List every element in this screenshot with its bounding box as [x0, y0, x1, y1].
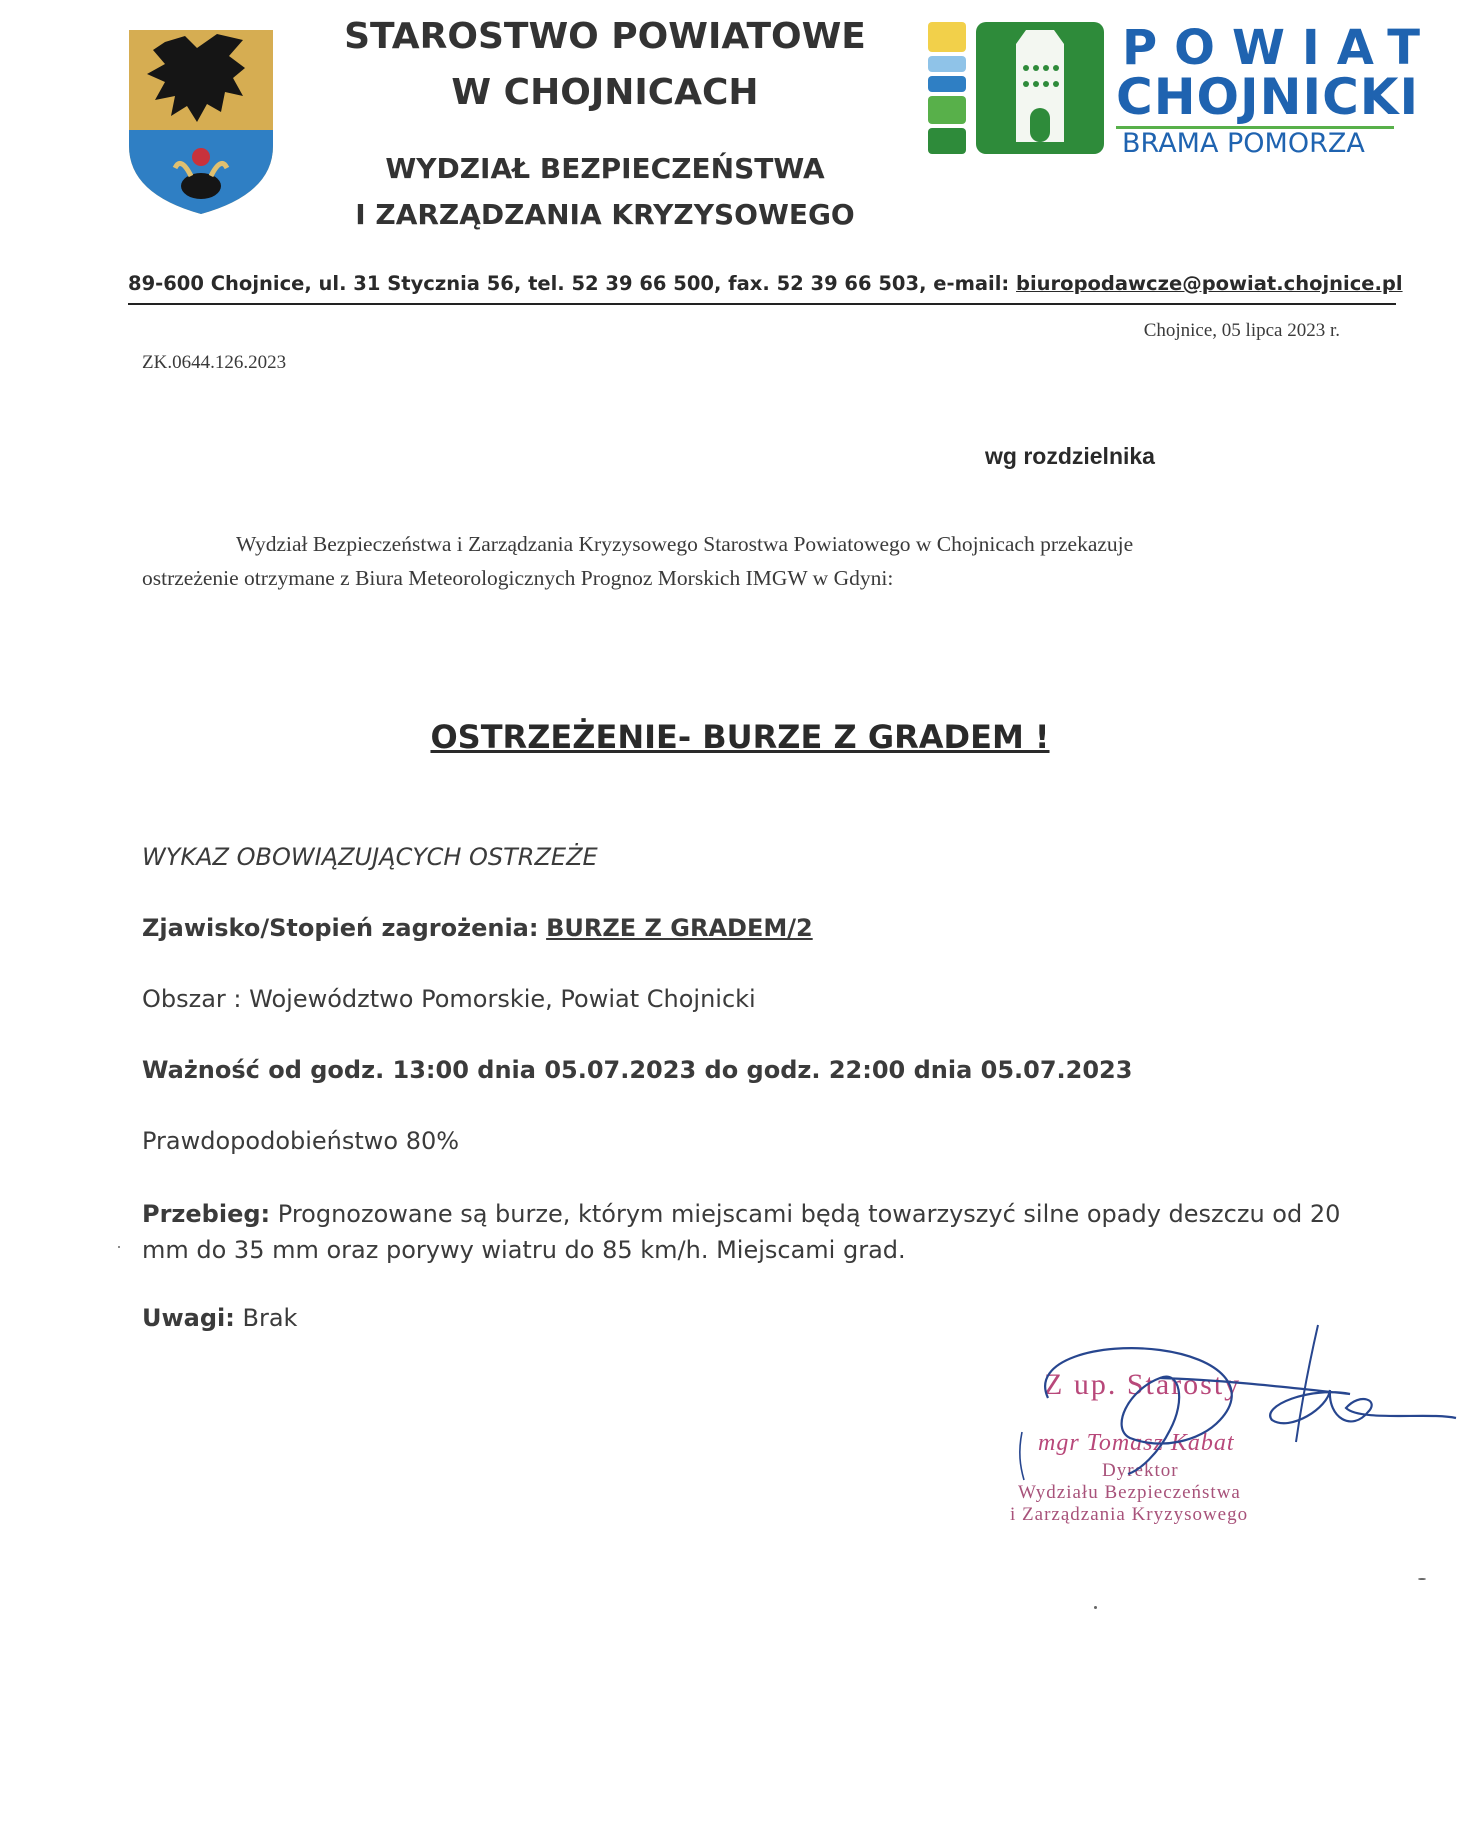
phenomenon-row	[142, 914, 813, 942]
recipient: wg rozdzielnika	[985, 443, 1155, 469]
course-label: Przebieg:	[142, 1200, 271, 1228]
department-name-line1: WYDZIAŁ BEZPIECZEŃSTWA	[385, 152, 825, 185]
stamp-line2: mgr Tomasz Kabat	[1038, 1430, 1235, 1456]
course-line1-row	[142, 1200, 1340, 1228]
address-text: 89-600 Chojnice, ul. 31 Stycznia 56, tel. 52 39 66 500, fax. 52 39 66 503, e-mail:	[128, 272, 1010, 295]
validity: Ważność od godz. 13:00 dnia 05.07.2023 do godz. 22:00 dnia 05.07.2023	[142, 1056, 1133, 1084]
gate-tower-icon	[926, 18, 1106, 158]
logo-powiat-text: POWIAT	[1122, 20, 1437, 76]
stamp-line1: Z up. Starosty	[1044, 1368, 1242, 1401]
intro-line2: ostrzeżenie otrzymane z Biura Meteorologicznych Prognoz Morskich IMGW w Gdyni:	[142, 566, 894, 590]
phenomenon-value: BURZE Z GRADEM/2	[546, 914, 813, 942]
logo-tagline: BRAMA POMORZA	[1122, 128, 1365, 159]
scan-speck	[1418, 1578, 1426, 1580]
stamp-line3: Dyrektor	[1102, 1460, 1179, 1481]
warning-heading: OSTRZEŻENIE- BURZE Z GRADEM !	[430, 718, 1050, 756]
reference-number: ZK.0644.126.2023	[142, 352, 287, 373]
office-name-line2: W CHOJNICACH	[451, 72, 759, 113]
place-date: Chojnice, 05 lipca 2023 r.	[1143, 320, 1340, 341]
probability: Prawdopodobieństwo 80%	[142, 1127, 460, 1155]
scan-speck	[118, 1246, 120, 1248]
course-line2: mm do 35 mm oraz porywy wiatru do 85 km/h. Miejscami grad.	[142, 1236, 906, 1264]
contact-address	[128, 272, 1403, 295]
area: Obszar : Województwo Pomorskie, Powiat Chojnicki	[142, 985, 756, 1013]
scan-speck	[1094, 1606, 1097, 1609]
powiat-logo	[926, 18, 1437, 159]
header-divider	[128, 303, 1396, 305]
phenomenon-label: Zjawisko/Stopień zagrożenia:	[142, 914, 539, 942]
office-name-line1: STAROSTWO POWIATOWE	[344, 16, 866, 57]
department-name-line2: I ZARZĄDZANIA KRYZYSOWEGO	[355, 198, 855, 231]
email-link[interactable]: biuropodawcze@powiat.chojnice.pl	[1016, 272, 1403, 295]
logo-chojnicki-text: CHOJNICKI	[1116, 68, 1420, 126]
course-line1: Prognozowane są burze, którym miejscami będą towarzyszyć silne opady deszczu od 20	[277, 1200, 1341, 1228]
remarks-row	[142, 1304, 297, 1332]
remarks-label: Uwagi:	[142, 1304, 235, 1332]
intro-line1: Wydział Bezpieczeństwa i Zarządzania Kryzysowego Starostwa Powiatowego w Chojnicach przekazuje	[236, 532, 1134, 556]
warning-list-title: WYKAZ OBOWIĄZUJĄCYCH OSTRZEŻE	[142, 843, 598, 871]
stamp-line5: i Zarządzania Kryzysowego	[1010, 1504, 1249, 1525]
stamp-line4: Wydziału Bezpieczeństwa	[1018, 1482, 1241, 1503]
handwritten-signature-icon	[1010, 1320, 1468, 1550]
remarks-value: Brak	[242, 1304, 298, 1332]
coat-of-arms-icon	[125, 26, 277, 218]
signature-stamp	[1010, 1320, 1468, 1550]
